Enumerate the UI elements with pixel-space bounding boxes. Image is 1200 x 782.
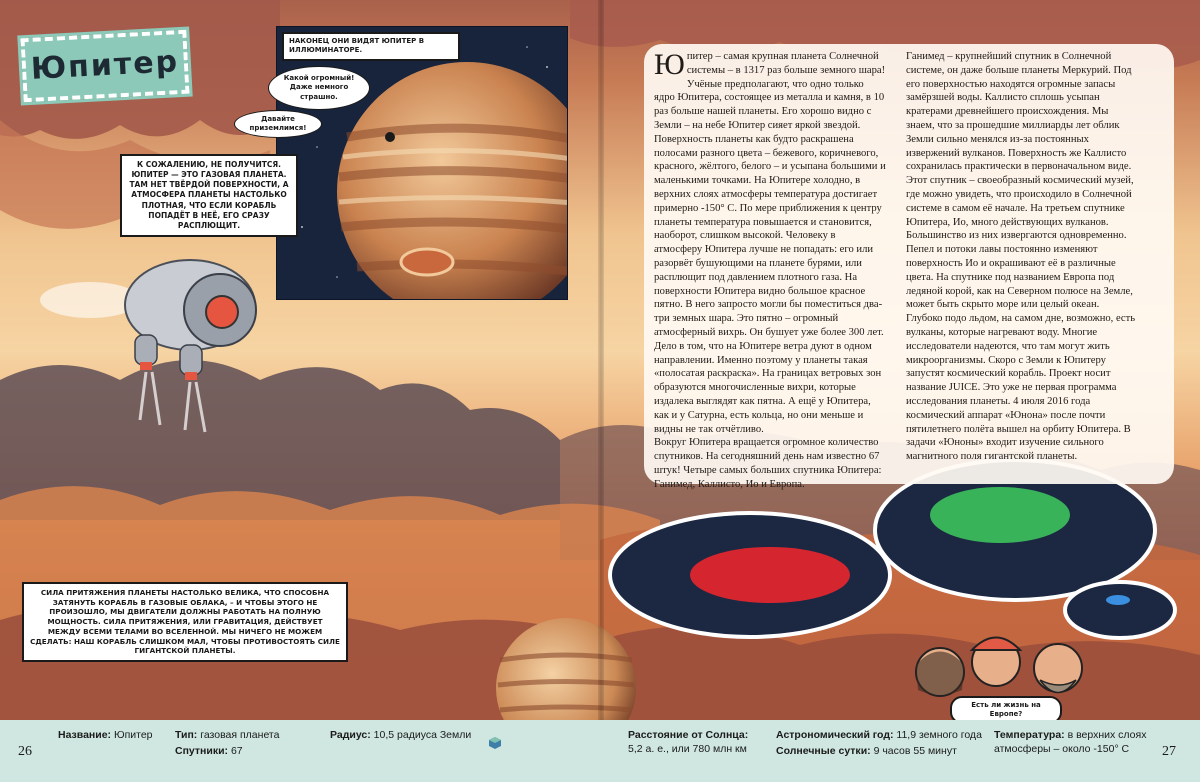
fact-name: Название: Юпитер — [58, 729, 153, 741]
title-badge — [20, 30, 189, 103]
fact-day: Солнечные сутки: 9 часов 55 минут — [776, 745, 957, 757]
fact-distance: Расстояние от Солнца: 5,2 а. е., или 780 млн км — [628, 729, 749, 755]
fact-temperature: Температура: в верхних слоях атмосферы – около -150° С — [994, 729, 1147, 755]
page-number-right: 27 — [1162, 744, 1176, 759]
panel-caption: НАКОНЕЦ ОНИ ВИДЯТ ЮПИТЕР В ИЛЛЮМИНАТОРЕ. — [282, 32, 460, 61]
speech-bubble-huge: Какой огромный! Даже немного страшно. — [268, 66, 370, 110]
caption-gravity: СИЛА ПРИТЯЖЕНИЯ ПЛАНЕТЫ НАСТОЛЬКО ВЕЛИКА, ЧТО СПОСОБНА ЗАТЯНУТЬ КОРАБЛЬ В ГАЗОВЫЕ ОБЛАКА, – И ЧТОБЫ ЭТОГО НЕ ПРОИЗОШЛО, МЫ ДВИГАТЕЛИ ДОЛЖНЫ РАБОТАТЬ НА ПОЛНУЮ МОЩНОСТЬ. СИЛА ПРИТЯЖЕНИЯ, ИЛИ ГРАВИТАЦИЯ, ДЕЙСТВУЕТ МЕЖДУ ВСЕМИ ТЕЛАМИ ВО ВСЕЛЕННОЙ. МЫ НИЧЕГО НЕ МОЖЕМ СДЕЛАТЬ: НАШ КОРАБЛЬ СЛИШКОМ МАЛ, ЧТОБЫ ПРОТИВОСТОЯТЬ СИЛЕ ГИГАНТСКОЙ ПЛАНЕТЫ. — [22, 582, 348, 662]
paragraph-2: Вокруг Юпитера вращается огромное количество спутников. На сегодняшний день нам известно 67 штук! Четыре самых больших спутника Юпитера: Ганимед, Каллисто, Ио и Европа. — [654, 437, 882, 490]
book-spine — [598, 0, 604, 720]
speech-bubble-land: Давайте приземлимся! — [234, 110, 322, 138]
text-column-2 — [906, 50, 1138, 464]
fact-moons: Спутники: 67 — [175, 745, 243, 757]
caption-gas-planet: К СОЖАЛЕНИЮ, НЕ ПОЛУЧИТСЯ. ЮПИТЕР — ЭТО ГАЗОВАЯ ПЛАНЕТА. ТАМ НЕТ ТВЁРДОЙ ПОВЕРХНОСТИ, А АТМОСФЕРА ПЛАНЕТЫ НАСТОЛЬКО ПЛОТНАЯ, ЧТО ЕСЛИ КОРАБЛЬ ПОПАДЁТ В НЕЁ, ЕГО СРАЗУ РАСПЛЮЩИТ. — [120, 154, 298, 237]
hexagon-icon — [488, 736, 502, 750]
paragraph-3: Ганимед – крупнейший спутник в Солнечной системе, он даже больше планеты Меркурий. Под его поверхностью находятся огромные запасы замёрзшей воды. Каллисто сплошь усыпан кратерами древнейшего происхождения. Мы знаем, что за прошедшие миллиарды лет облик Земли сильно менялся из-за постоянных извержений вулканов. Поверхность же Каллисто сохранилась практически в первоначальном виде. Этот спутник – своеобразный космический музей, где можно увидеть, что происходило в Солнечной системе в самом её начале. На третьем спутнике Юпитера, Ио, много действующих вулканов. Большинство из них извергаются одновременно. Пепел и потоки лавы постоянно изменяют поверхность Ио и окрашивают её в различные цвета. На спутнике под названием Европа под ледяной корой, как на Северном полюсе на Земле, может быть скрыто море или целый океан. Глубоко подо льдом, на самом дне, возможно, есть вулканы, которые нагревают воду. Многие исследователи надеются, что там могут жить микроорганизмы. Скоро с Земли к Юпитеру запустят космический корабль. Проект носит название JUICE. Это уже не первая программа исследования планеты. 4 июля 2016 года космический аппарат «Юнона» после почти пятилетнего полёта вышел на орбиту Юпитера. В задачи «Юноны» входит изучение сильного магнитного поля гигантской планеты. — [906, 51, 1136, 463]
page-number-left: 26 — [18, 744, 32, 759]
fact-type: Тип: газовая планета — [175, 729, 280, 741]
paragraph-1: питер – самая крупная планета Солнечной системы – в 1317 раз больше земного шара! Учёные предполагают, что одно только ядро Юпитера, состоящее из металла и камня, в 10 раз больше нашей планеты. Его хорошо видно с Земли – на небе Юпитер сияет яркой звездой. Поверхность планеты как будто раскрашена полосами разного цвета – бежевого, коричневого, красного, жёлтого, белого – и усыпана большими и маленькими точками. На Юпитере холодно, в верхних слоях атмосферы температура достигает примерно -150° С. По мере приближения к центру планеты температура повышается и становится, наоборот, слишком высокой. Человеку в атмосферу Юпитера лучше не попадать: его или разорвёт бушующими на планете бурями, или расплющит под давлением плотного газа. На поверхности Юпитера видно большое красное пятно. В него запросто могли бы поместиться два-три земных шара. Это пятно – огромный атмосферный вихрь. Он бушует уже более 300 лет. Дело в том, что на Юпитере ветра дуют в одном направлении. Именно поэтому у планеты такая «полосатая раскраска». На границах ветровых зон образуются многочисленные вихри, которые издалека выглядят как пятна. А ещё у Юпитера, как и у Сатурна, есть кольца, но они меньше и видны не так отчётливо. — [654, 51, 886, 435]
speech-bubble-europa: Есть ли жизнь на Европе? — [950, 696, 1062, 724]
fact-year: Астрономический год: 11,9 земного года — [776, 729, 982, 741]
page-title: Юпитер — [30, 44, 180, 87]
text-column-1 — [654, 50, 886, 492]
fact-radius: Радиус: 10,5 радиуса Земли — [330, 729, 472, 741]
thought-bubble-small-fish — [1065, 582, 1175, 638]
fact-footer — [0, 720, 1200, 782]
drop-cap: Ю — [654, 48, 685, 81]
